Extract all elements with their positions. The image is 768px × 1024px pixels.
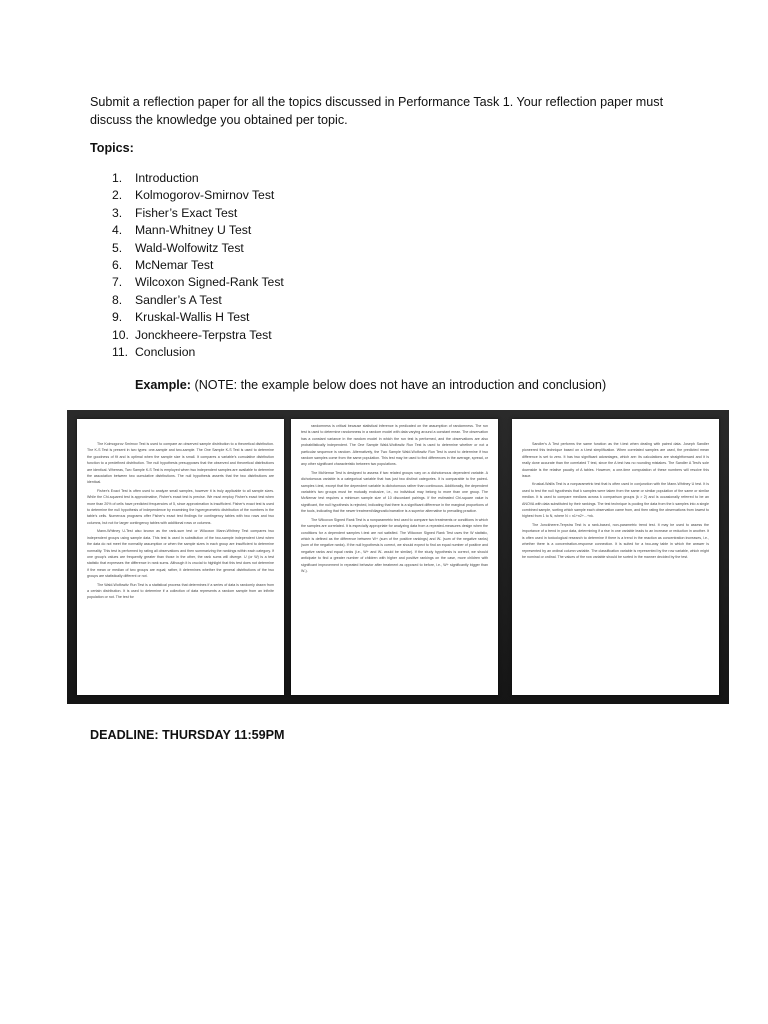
example-page-1	[77, 419, 284, 695]
topic-number: 4.	[112, 223, 123, 238]
topic-item	[112, 257, 284, 274]
topic-number: 10.	[112, 327, 129, 342]
deadline: DEADLINE: THURSDAY 11:59PM	[90, 728, 285, 742]
topic-number: 2.	[112, 188, 123, 203]
example-pages-image	[67, 410, 729, 704]
topic-label: Mann-Whitney U Test	[135, 223, 252, 238]
topic-number: 11.	[112, 345, 129, 360]
topic-item	[112, 344, 284, 361]
topic-label: Conclusion	[135, 345, 196, 360]
assignment-instructions: Submit a reflection paper for all the topics discussed in Performance Task 1. Your reflection paper must discuss the knowledge you obtained per topic.	[90, 95, 664, 127]
topic-number: 6.	[112, 258, 123, 273]
example-paragraph: Kruskal-Wallis Test is a nonparametric test that is often used in conjunction with the Mann-Whitney U test. It is used to test the null hypothesis that k samples were taken from the same or similar population of the same or similar median. It is used to compare medians across k comparison groups (k > 2) and is occasionally referred to be an ANOVA with data substituted by their rankings. The test technique is pooling the data from the k samples into a single combined sample, sorting which sample each observation came from, and then rating the observations from lowest to highest from 1 to N, where N = n1+n2+...+nk.	[522, 482, 709, 519]
example-paragraph: Fisher's Exact Test is often used to analyze small samples, however it is truly applicable to all sample sizes. While the Chi-squared test is approximative, Fisher's exact test is precise. We must employ Fisher's exact test when more than 20% of cells have predicted frequencies of 5, since approximation is insufficient. Fisher's exact test is used to determine the null hypothesis of independence by examining the hypergeometric distribution of the numbers in the table's cells. Numerous programs offer Fisher's exact test findings for contingency tables with two rows and two columns, but not for larger contingency tables with additional rows or columns.	[87, 488, 274, 525]
example-paragraph: The Jonckheere-Terpstra Test is a rank-based, non-parametric trend test. It may be used to assess the importance of a trend in your data, determining if a rise in one variable leads to an increase or reduction in another. It is often used in toxicological research to determine if there is a trend in the reaction as concentration increases, i.e., whether there is a concentration-response connection. It is suited for a two-way table in which the answer is represented by an ordinal column variable. The classification variable is represented by the row variable, which might be nominal or ordinal. The values of the row variable should be sorted in the manner decided by the test.	[522, 522, 709, 559]
topic-label: Kolmogorov-Smirnov Test	[135, 188, 275, 203]
topic-number: 1.	[112, 171, 123, 185]
topic-item	[112, 170, 284, 187]
example-page-3	[512, 419, 719, 695]
topic-label: Jonckheere-Terpstra Test	[135, 327, 272, 342]
topic-label: Introduction	[135, 171, 199, 185]
topic-number: 8.	[112, 292, 123, 307]
topic-label: Kruskal-Wallis H Test	[135, 310, 250, 325]
example-paragraph: The McNemar Test is designed to assess if two related groups vary on a dichotomous dependent variable. A dichotomous variable is a categorical variable that has just two distinct categories. It is comparable to the paired-samples t-test, except that the dependent variable is dichotomous rather than continuous. Additionally, the dependent variable's two groups must be mutually exclusive, i.e., no individual may belong to more than one group. The McNemar test requires a minimum sample size of 10 discordant pairings. If the estimated Chi-square value is significant, the null hypothesis is rejected, indicating that there is a significant difference in the marginal proportions of the tools, indicating that the newer treatment/diagnostic/narrative is a superior alternative to prevailing practice.	[301, 470, 488, 514]
topic-item	[112, 274, 284, 291]
example-note: (NOTE: the example below does not have an introduction and conclusion)	[194, 378, 607, 392]
topics-heading: Topics:	[90, 141, 134, 155]
topic-item	[112, 240, 284, 257]
topic-number: 7.	[112, 275, 123, 290]
topic-label: Wilcoxon Signed-Rank Test	[135, 275, 284, 290]
example-paragraph: Mann-Whitney U-Test also known as the rank-sum test or Wilcoxon Mann-Whitney Test compares two independent groups using sample data. This test is used in substitution of the two-sample independent t-test when the data do not meet the normality assumption or when the sample sizes in each group are insufficient to determine normality. This test is performed by rating all observations and then summarizing the rankings within each category. If one group's values are frequently greater than those in the other, the rank sums will diverge. U (or W) is a test statistic that expresses the difference in rank sums. Although it is crucial to highlight that this test does not determine if the mean or median of two groups are equal; rather, it determines whether the general distributions of the two groups are statistically different or not.	[87, 529, 274, 579]
topic-list	[112, 170, 284, 361]
topic-label: McNemar Test	[135, 258, 214, 273]
topic-item	[112, 187, 284, 204]
topic-label: Sandler’s A Test	[135, 292, 222, 307]
topic-number: 9.	[112, 310, 123, 325]
topic-number: 3.	[112, 205, 123, 220]
topic-item	[112, 222, 284, 239]
example-paragraph: The Kolmogorov Smirnov Test is used to compare an observed sample distribution to a theoretical distribution. The K-S Test is present in two types: one-sample and two-sample. The One Sample K-S Test is used to determine the goodness of fit and is optimal when the sample size is small. It compares a variable's cumulative distribution function to a predefined distribution. The null hypothesis presupposes that the observed and theoretical distributions are identical. Whereas, Two Sample K-S Test is employed when two independent samples are available to determine the association between two cumulative distributions. The null hypothesis asserts that the two distributions are identical.	[87, 442, 274, 485]
example-paragraph: Sandler's A Test performs the same function as the t-test when dealing with paired data. Joseph Sandler pioneered this technique based on a t-test simplification. When correlated samples are used, the predicted mean difference is set to zero. It has two significant advantages, which are: its calculations are straightforward and it is really done accurate than the correlated T test, since the A test has no rounding mistakes. The Sandler A Test's sole downside is the relative paucity of A tables. However, a one-time computation of these numbers will resolve this issue.	[522, 442, 709, 479]
topic-item	[112, 292, 284, 309]
topic-item	[112, 309, 284, 326]
topic-label: Fisher’s Exact Test	[135, 205, 238, 220]
example-page-2	[291, 419, 498, 695]
example-paragraph: randomness is critical because statistical inference is predicated on the assumption of randomness. The run test is used to determine randomness in a random model with data varying around a constant mean. The observation has a constant variance in the random model in which the run test is performed, and the observations are also probabilistically independent. The One Sample Wald-Wolfowitz Run Test is used to determine whether or not a particular sequence is random. Alternatively, the Two Sample Wald-Wolfowitz Run Test is used to determine if two random samples come from the same population. This test may be used to find differences in the average, spread, or any other significant characteristic between two populations.	[301, 424, 488, 467]
example-label: Example:	[135, 378, 191, 392]
example-paragraph: The Wald-Wolfowitz Run Test is a statistical process that determines if a series of data is randomly drawn from a certain distribution. It is used to determine if a collection of data represents a random sample from an infinite population or not. The test for	[87, 582, 274, 600]
topic-item	[112, 327, 284, 344]
topic-number: 5.	[112, 240, 123, 255]
topic-label: Wald-Wolfowitz Test	[135, 240, 244, 255]
example-caption	[135, 378, 606, 392]
example-paragraph: The Wilcoxon Signed Rank Test is a nonparametric test used to compare two treatments or conditions in which the samples are correlated. It is especially appropriate for analyzing data from a repeated-measures design when the conditions for a dependent samples t-test are not satisfied. The Wilcoxon Signed Rank Test uses the W statistic, which is defined as the difference between W+ (sum of the positive rankings) and W- (sum of the negative ranks) (sum of the negative ranks). If the null hypothesis is correct, we should expect to find an equal number of positive and negative ranks and equal ranks (i.e., W+ and W- would be similar). If the study hypothesis is correct, we should anticipate to find a greater number of children with higher and positive rankings on the case, more children with significant improvement in repeated behavior after treatment as opposed to before, i.e., W+ significantly bigger than W-).	[301, 517, 488, 573]
topic-item	[112, 205, 284, 222]
